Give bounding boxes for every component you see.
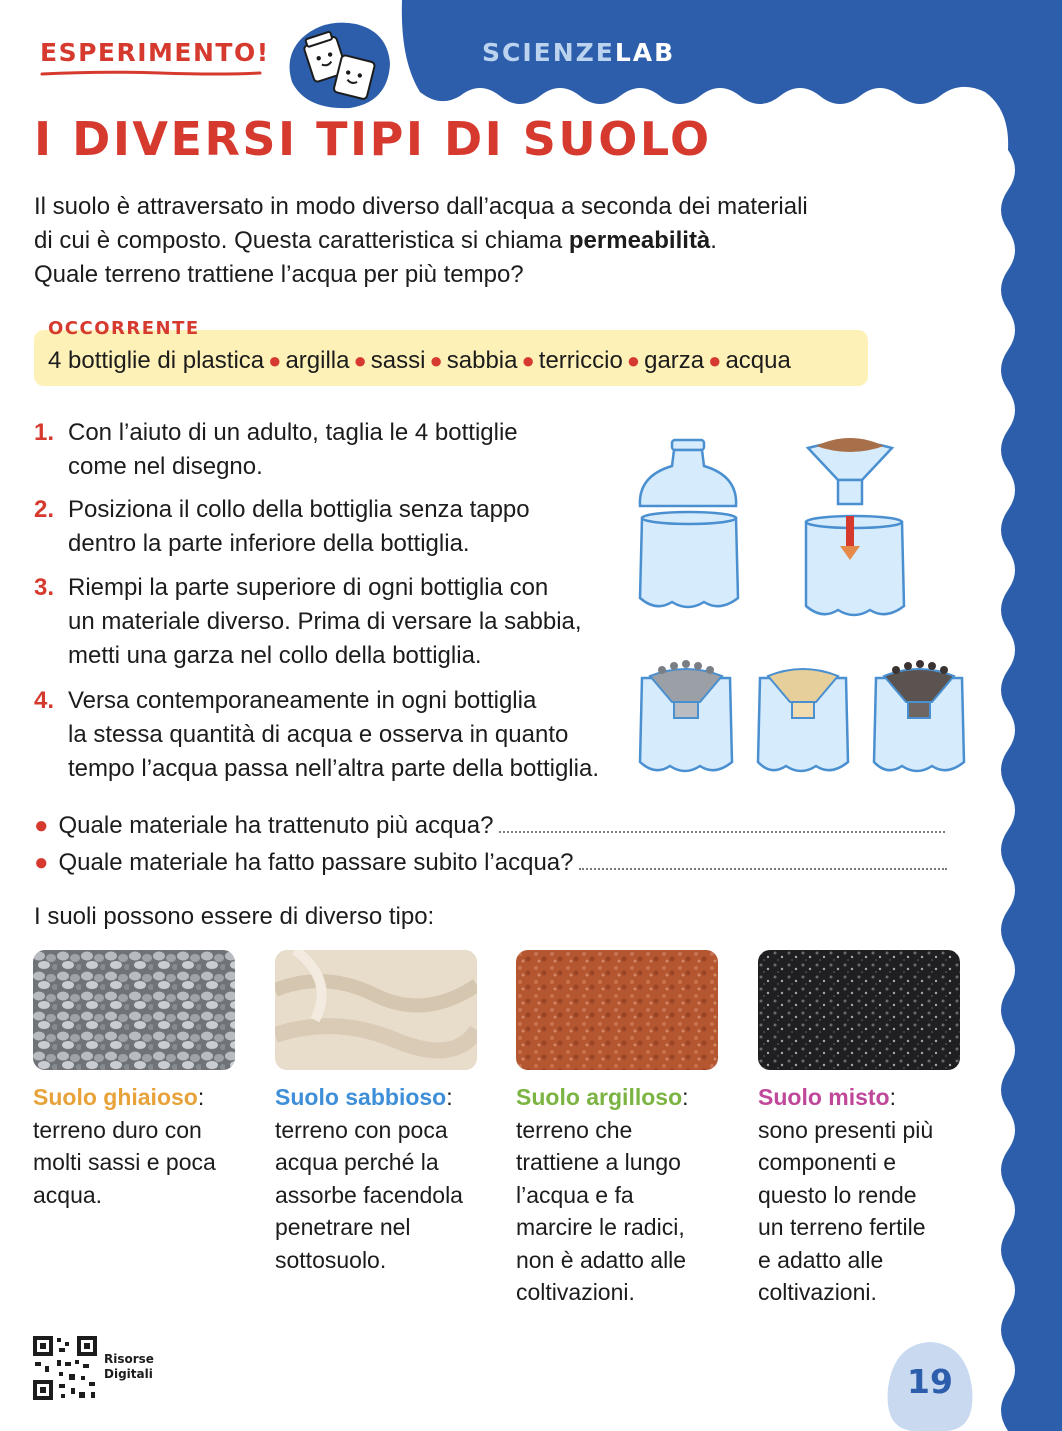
soil-title-line (758, 1081, 973, 1114)
step-4 (34, 684, 634, 786)
step-number: 3. (34, 574, 55, 601)
soil-line: marcire le radici, (516, 1214, 685, 1240)
step-number: 4. (34, 687, 55, 714)
sand-soil-description (275, 1081, 490, 1276)
material-item: terriccio (538, 347, 623, 374)
step-line: Con l’aiuto di un adulto, taglia le 4 bottiglie (68, 419, 518, 446)
soil-types-intro: I suoli possono essere di diverso tipo: (34, 903, 435, 930)
page-number: 19 (907, 1362, 953, 1401)
soil-colon: : (446, 1084, 453, 1110)
answer-line[interactable] (499, 815, 945, 833)
bullet-dot: ● (34, 812, 49, 839)
material-item: 4 bottiglie di plastica (48, 347, 265, 374)
step-line: Versa contemporaneamente in ogni bottiglia (68, 687, 537, 714)
digital-resources-label (104, 1352, 154, 1382)
soil-name: Suolo argilloso (516, 1084, 683, 1110)
gravel-soil-photo (33, 950, 235, 1070)
soil-line: assorbe facendola (275, 1181, 463, 1208)
mixed-texture (758, 950, 960, 1070)
question-text: Quale materiale ha trattenuto più acqua? (58, 812, 494, 839)
material-item: garza (644, 347, 705, 374)
soil-line: acqua. (33, 1181, 103, 1208)
soil-colon: : (682, 1084, 689, 1110)
mixed-soil-photo (758, 950, 960, 1070)
soil-title-line (275, 1081, 490, 1114)
mascot-icon (284, 18, 392, 110)
gravel-texture (33, 950, 235, 1070)
question-1 (34, 809, 945, 843)
step-line: tempo l’acqua passa nell’altra parte della bottiglia. (68, 755, 599, 782)
intro-line (34, 224, 934, 258)
soil-line: terreno duro con (33, 1116, 202, 1143)
intro-question: Quale terreno trattiene l’acqua per più tempo? (34, 261, 524, 288)
brand-part2: LAB (614, 38, 676, 67)
soil-line: non è adatto alle (516, 1246, 687, 1273)
experiment-tag: ESPERIMENTO! (40, 38, 270, 67)
step-line: dentro la parte inferiore della bottiglia. (68, 530, 470, 557)
materials-label: OCCORRENTE (48, 318, 200, 339)
soil-line: molti sassi e poca (33, 1149, 216, 1175)
brand-logo (482, 38, 675, 67)
soil-line: terreno che (516, 1116, 633, 1143)
soil-line: acqua perché la (275, 1149, 439, 1175)
soil-name: Suolo sabbioso (275, 1084, 447, 1110)
soil-line: un terreno fertile (758, 1214, 926, 1240)
separator-dot: ● (521, 348, 535, 373)
separator-dot: ● (429, 348, 443, 373)
brand-part1: SCIENZE (482, 38, 615, 67)
sand-texture (275, 950, 477, 1070)
bottles-illustration (620, 430, 980, 790)
soil-line: trattiene a lungo (516, 1149, 681, 1175)
soil-name: Suolo ghiaioso (33, 1084, 198, 1110)
soil-line: questo lo rende (758, 1181, 917, 1208)
bullet-dot: ● (34, 849, 49, 876)
sand-soil-photo (275, 950, 477, 1070)
clay-texture (516, 950, 718, 1070)
material-item: sassi (370, 347, 426, 374)
soil-line: sottosuolo. (275, 1246, 387, 1273)
soil-line: sono presenti più (758, 1116, 934, 1143)
material-item: sabbia (446, 347, 518, 374)
separator-dot: ● (268, 348, 282, 373)
question-text: Quale materiale ha fatto passare subito l’acqua? (58, 849, 574, 876)
separator-dot: ● (708, 348, 722, 373)
qr-code-icon[interactable] (33, 1336, 97, 1400)
soil-colon: : (197, 1084, 205, 1110)
soil-line: coltivazioni. (516, 1279, 635, 1305)
soil-title-line (516, 1081, 731, 1114)
step-3 (34, 571, 634, 673)
intro-text: . (710, 227, 717, 254)
tag-underline (40, 70, 262, 76)
clay-soil-description (516, 1081, 731, 1309)
separator-dot: ● (626, 348, 641, 373)
step-line: come nel disegno. (68, 453, 263, 480)
mixed-soil-description (758, 1081, 973, 1309)
soil-colon: : (889, 1084, 897, 1110)
material-item: argilla (285, 347, 350, 374)
gravel-soil-description (33, 1081, 248, 1211)
keyword-permeability: permeabilità (568, 227, 711, 254)
intro-line: Il suolo è attraversato in modo diverso dall’acqua a seconda dei materiali (34, 193, 808, 220)
question-2 (34, 846, 947, 880)
step-line: metti una garza nel collo della bottiglia. (68, 642, 482, 669)
soil-line: componenti e (758, 1149, 897, 1175)
soil-line: penetrare nel (275, 1214, 411, 1240)
soil-line: terreno con poca (275, 1116, 448, 1143)
soil-line: coltivazioni. (758, 1279, 877, 1305)
step-line: un materiale diverso. Prima di versare la sabbia, (68, 608, 582, 635)
resources-line: Risorse (104, 1352, 154, 1366)
step-line: la stessa quantità di acqua e osserva in quanto (68, 721, 569, 748)
soil-title-line (33, 1081, 248, 1114)
step-number: 2. (34, 496, 55, 523)
step-line: Posiziona il collo della bottiglia senza tappo (68, 496, 530, 523)
soil-name: Suolo misto (758, 1084, 890, 1110)
soil-line: e adatto alle (758, 1246, 884, 1273)
clay-soil-photo (516, 950, 718, 1070)
intro-text: di cui è composto. Questa caratteristica si chiama (34, 227, 569, 254)
step-line: Riempi la parte superiore di ogni bottiglia con (68, 574, 549, 601)
separator-dot: ● (353, 348, 367, 373)
resources-line: Digitali (104, 1367, 153, 1381)
material-item: acqua (725, 347, 791, 374)
answer-line[interactable] (579, 852, 947, 870)
step-number: 1. (34, 419, 55, 446)
page-title: I DIVERSI TIPI DI SUOLO (34, 112, 712, 166)
step-1 (34, 416, 634, 484)
materials-list (48, 346, 791, 376)
soil-line: l’acqua e fa (516, 1181, 634, 1208)
step-2 (34, 493, 634, 561)
intro-paragraph (34, 190, 934, 292)
